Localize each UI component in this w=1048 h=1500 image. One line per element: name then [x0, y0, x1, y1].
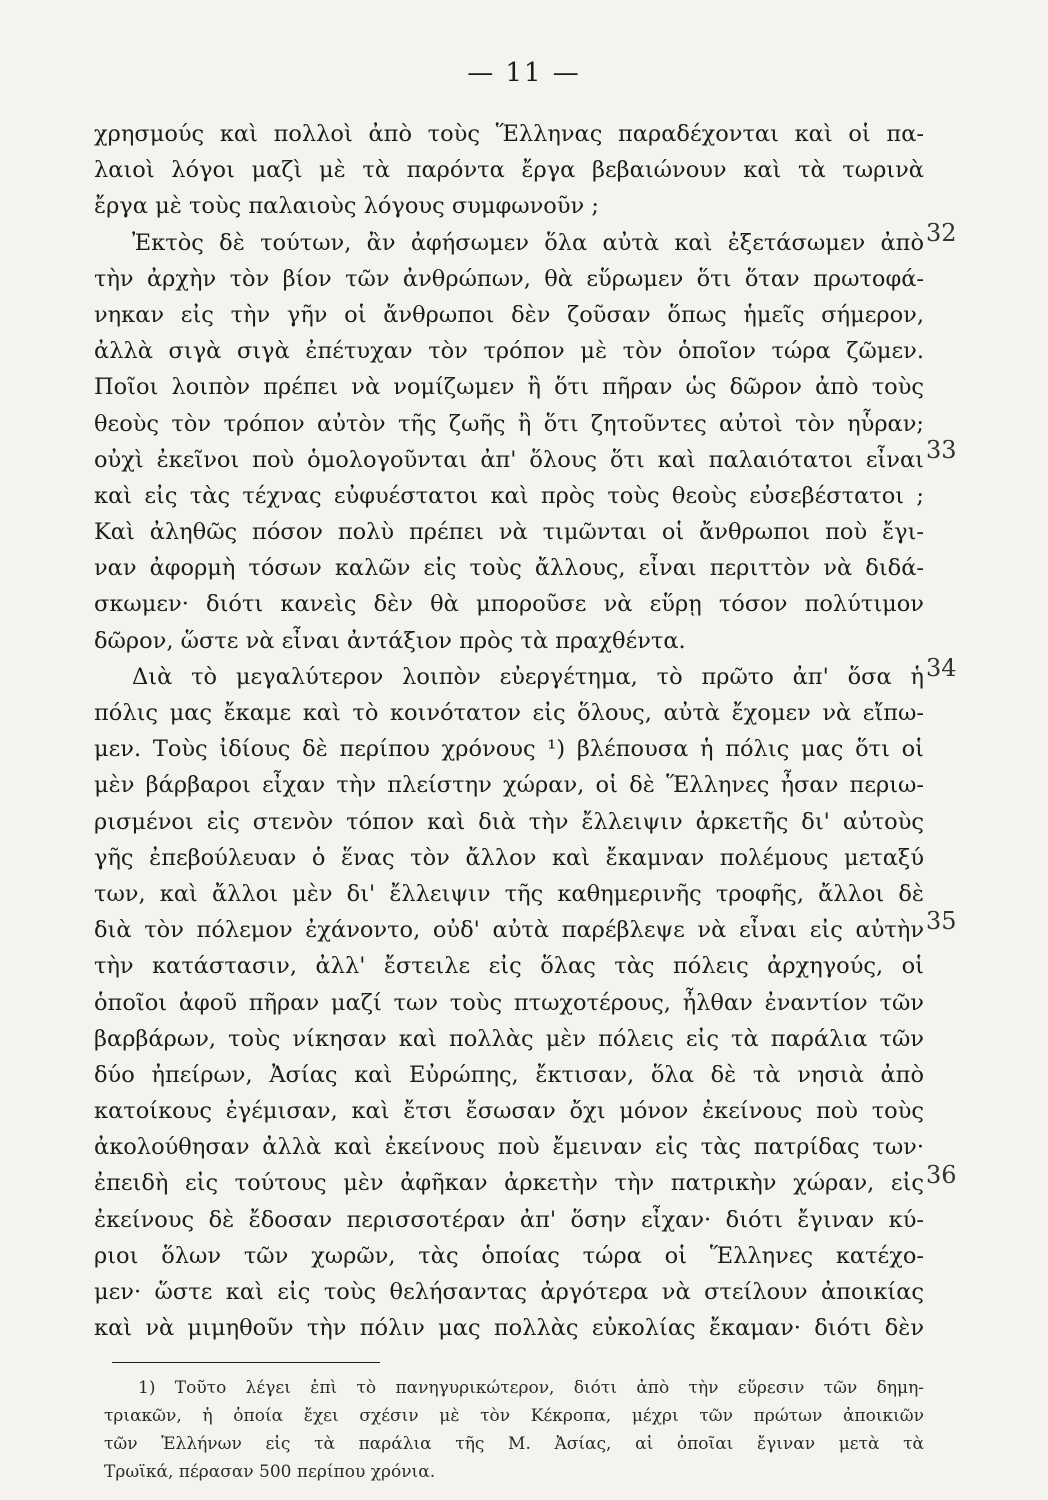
body-line: των, καὶ ἄλλοι μὲν δι' ἔλλειψιν τῆς καθημερινῆς τροφῆς, ἄλλοι δὲ [94, 880, 924, 907]
body-line: καὶ νὰ μιμηθοῦν τὴν πόλιν μας πολλὰς εὐκολίας ἔκαμαν· διότι δὲν [94, 1315, 924, 1342]
margin-section-number: 34 [926, 654, 957, 682]
body-line: Ποῖοι λοιπὸν πρέπει νὰ νομίζωμεν ἢ ὅτι πῆραν ὡς δῶρον ἀπὸ τοὺς [94, 374, 924, 401]
body-line: διὰ τὸν πόλεμον ἐχάνοντο, οὐδ' αὐτὰ παρέβλεψε νὰ εἶναι εἰς αὐτὴν [94, 917, 924, 944]
body-line: γῆς ἐπεβούλευαν ὁ ἕνας τὸν ἄλλον καὶ ἔκαμναν πολέμους μεταξύ [94, 844, 924, 871]
body-line: ἀκολούθησαν ἀλλὰ καὶ ἐκείνους ποὺ ἔμειναν εἰς τὰς πατρίδας των· [94, 1134, 924, 1161]
margin-section-number: 36 [926, 1161, 957, 1189]
body-line: Ἐκτὸς δὲ τούτων, ἂν ἀφήσωμεν ὅλα αὐτὰ καὶ ἐξετάσωμεν ἀπὸ [132, 229, 924, 256]
margin-section-number: 32 [926, 219, 957, 247]
body-line: Διὰ τὸ μεγαλύτερον λοιπὸν εὐεργέτημα, τὸ πρῶτο ἀπ' ὅσα ἡ [132, 663, 924, 690]
body-line: μὲν βάρβαροι εἶχαν τὴν πλείστην χώραν, οἱ δὲ Ἕλληνες ἦσαν περιω- [94, 772, 924, 799]
body-line: ρισμένοι εἰς στενὸν τόπον καὶ διὰ τὴν ἔλλειψιν ἀρκετῆς δι' αὐτοὺς [94, 808, 924, 835]
footnote [104, 1374, 924, 1486]
footnote-line: τῶν Ἑλλήνων εἰς τὰ παράλια τῆς Μ. Ἀσίας, αἱ ὁποῖαι ἔγιναν μετὰ τὰ [104, 1434, 924, 1454]
body-line: δύο ἠπείρων, Ἀσίας καὶ Εὐρώπης, ἔκτισαν, ὅλα δὲ τὰ νησιὰ ἀπὸ [94, 1061, 924, 1088]
body-line: χρησμούς καὶ πολλοὶ ἀπὸ τοὺς Ἕλληνας παραδέχονται καὶ οἱ πα- [94, 121, 924, 147]
body-line: ἐκείνους δὲ ἔδοσαν περισσοτέραν ἀπ' ὅσην εἶχαν· διότι ἔγιναν κύ- [94, 1206, 924, 1233]
body-line: πόλις μας ἔκαμε καὶ τὸ κοινότατον εἰς ὅλους, αὐτὰ ἔχομεν νὰ εἴπω- [94, 700, 924, 726]
body-line: ὁποῖοι ἀφοῦ πῆραν μαζί των τοὺς πτωχοτέρους, ἦλθαν ἐναντίον τῶν [94, 989, 924, 1016]
footnote-rule [112, 1362, 380, 1363]
margin-section-number: 35 [926, 907, 957, 935]
footnote-line: Τρωϊκά, πέρασαν 500 περίπου χρόνια. [104, 1462, 436, 1482]
body-line: ἀλλὰ σιγὰ σιγὰ ἐπέτυχαν τὸν τρόπον μὲ τὸν ὁποῖον τώρα ζῶμεν. [94, 338, 924, 365]
body-line: ριοι ὅλων τῶν χωρῶν, τὰς ὁποίας τώρα οἱ Ἕλληνες κατέχο- [94, 1242, 924, 1269]
footnote-line: τριακῶν, ἡ ὁποία ἔχει σχέσιν μὲ τὸν Κέκροπα, μέχρι τῶν πρώτων ἀποικιῶν [104, 1406, 924, 1426]
body-line: λαιοὶ λόγοι μαζὶ μὲ τὰ παρόντα ἔργα βεβαιώνουν καὶ τὰ τωρινὰ [94, 157, 924, 184]
body-line: δῶρον, ὥστε νὰ εἶναι ἀντάξιον πρὸς τὰ πραχθέντα. [94, 627, 686, 654]
body-line: βαρβάρων, τοὺς νίκησαν καὶ πολλὰς μὲν πόλεις εἰς τὰ παράλια τῶν [94, 1025, 924, 1052]
body-line: οὐχὶ ἐκεῖνοι ποὺ ὁμολογοῦνται ἀπ' ὅλους ὅτι καὶ παλαιότατοι εἶναι [94, 446, 924, 473]
body-line: κατοίκους ἐγέμισαν, καὶ ἔτσι ἔσωσαν ὄχι μόνον ἐκείνους ποὺ τοὺς [94, 1098, 924, 1125]
body-line: τὴν ἀρχὴν τὸν βίον τῶν ἀνθρώπων, θὰ εὕρωμεν ὅτι ὅταν πρωτοφά- [94, 265, 924, 292]
body-text [94, 116, 924, 1346]
body-line: καὶ εἰς τὰς τέχνας εὐφυέστατοι καὶ πρὸς τοὺς θεοὺς εὐσεβέστατοι ; [94, 482, 924, 509]
page-number: — 11 — [467, 58, 581, 88]
body-line: σκωμεν· διότι κανεὶς δὲν θὰ μποροῦσε νὰ εὕρῃ τόσον πολύτιμον [94, 591, 924, 618]
body-line: νηκαν εἰς τὴν γῆν οἱ ἄνθρωποι δὲν ζοῦσαν ὅπως ἡμεῖς σήμερον, [94, 301, 924, 328]
body-line: μεν· ὥστε καὶ εἰς τοὺς θελήσαντας ἀργότερα νὰ στείλουν ἀποικίας [94, 1279, 924, 1305]
footnote-line: 1) Τοῦτο λέγει ἐπὶ τὸ πανηγυρικώτερον, διότι ἀπὸ τὴν εὕρεσιν τῶν δημη- [138, 1378, 924, 1398]
body-line: ναν ἀφορμὴ τόσων καλῶν εἰς τοὺς ἄλλους, εἶναι περιττὸν νὰ διδά- [94, 555, 924, 582]
body-line: ἔργα μὲ τοὺς παλαιοὺς λόγους συμφωνοῦν ; [94, 193, 599, 220]
margin-section-number: 33 [926, 436, 957, 464]
body-line: Καὶ ἀληθῶς πόσον πολὺ πρέπει νὰ τιμῶνται οἱ ἄνθρωποι ποὺ ἔγι- [94, 519, 924, 546]
body-line: ἐπειδὴ εἰς τούτους μὲν ἀφῆκαν ἀρκετὴν τὴν πατρικὴν χώραν, εἰς [94, 1170, 924, 1197]
body-line: θεοὺς τὸν τρόπον αὐτὸν τῆς ζωῆς ἢ ὅτι ζητοῦντες αὐτοὶ τὸν ηὗραν; [94, 410, 924, 437]
body-line: μεν. Τοὺς ἰδίους δὲ περίπου χρόνους ¹) βλέπουσα ἡ πόλις μας ὅτι οἱ [94, 736, 924, 763]
body-line: τὴν κατάστασιν, ἀλλ' ἔστειλε εἰς ὅλας τὰς πόλεις ἀρχηγούς, οἱ [94, 953, 924, 980]
